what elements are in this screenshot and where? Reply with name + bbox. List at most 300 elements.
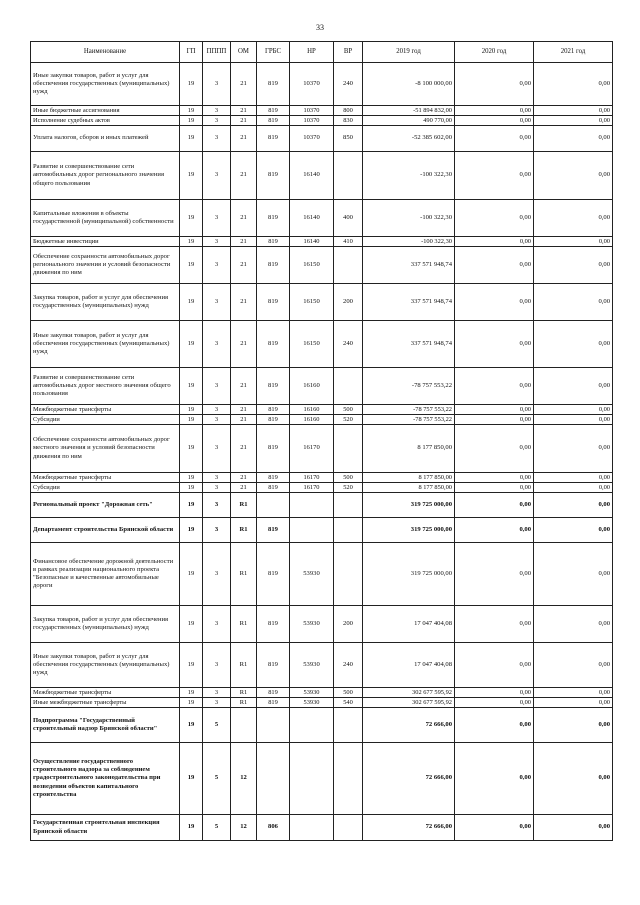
amount-2021: 0,00 (534, 688, 613, 698)
table-row (31, 643, 613, 688)
vr-code: 500 (334, 688, 363, 698)
row-name: Иные бюджетные ассигнования (31, 106, 180, 116)
nr-code: 10370 (290, 126, 334, 152)
om-code: 21 (231, 405, 257, 415)
amount-2020: 0,00 (455, 63, 534, 106)
row-name: Исполнение судебных актов (31, 116, 180, 126)
row-name: Департамент строительства Брянской области (31, 518, 180, 543)
amount-2019: -52 385 602,00 (363, 126, 455, 152)
amount-2019: 319 725 000,00 (363, 543, 455, 606)
om-code: 21 (231, 415, 257, 425)
table-row (31, 493, 613, 518)
table-row (31, 152, 613, 200)
table-row (31, 247, 613, 284)
table-row (31, 743, 613, 815)
amount-2021: 0,00 (534, 815, 613, 841)
vr-code: 850 (334, 126, 363, 152)
grbs-code: 819 (257, 368, 290, 405)
pp-code: 5 (203, 743, 231, 815)
vr-code (334, 493, 363, 518)
amount-2021: 0,00 (534, 415, 613, 425)
grbs-code: 819 (257, 473, 290, 483)
pp-code: 3 (203, 247, 231, 284)
grbs-code: 819 (257, 643, 290, 688)
amount-2020: 0,00 (455, 708, 534, 743)
pp-code: 3 (203, 543, 231, 606)
row-name: Осуществление государственного строительного надзора за соблюдением градостроительного законодательства при возведении объектов капитального строительства (31, 743, 180, 815)
nr-code: 16170 (290, 473, 334, 483)
page-number: 33 (316, 23, 324, 32)
pp-code: 3 (203, 368, 231, 405)
om-code: 21 (231, 284, 257, 321)
amount-2021: 0,00 (534, 425, 613, 473)
om-code: R1 (231, 688, 257, 698)
vr-code (334, 543, 363, 606)
amount-2019: -78 757 553,22 (363, 405, 455, 415)
om-code: 21 (231, 106, 257, 116)
nr-code: 53930 (290, 698, 334, 708)
table-row (31, 543, 613, 606)
amount-2019: 17 047 404,08 (363, 643, 455, 688)
amount-2021: 0,00 (534, 698, 613, 708)
amount-2021: 0,00 (534, 708, 613, 743)
om-code: 21 (231, 247, 257, 284)
row-name: Развитие и совершенствование сети автомобильных дорог регионального значения общего пользования (31, 152, 180, 200)
gp-code: 19 (180, 493, 203, 518)
nr-code (290, 493, 334, 518)
amount-2019: 302 677 595,92 (363, 698, 455, 708)
nr-code: 16140 (290, 200, 334, 237)
gp-code: 19 (180, 643, 203, 688)
om-code: 21 (231, 126, 257, 152)
gp-code: 19 (180, 483, 203, 493)
grbs-code: 819 (257, 606, 290, 643)
nr-code (290, 518, 334, 543)
row-name: Развитие и совершенствование сети автомобильных дорог местного значения общего пользования (31, 368, 180, 405)
amount-2019: -100 322,30 (363, 237, 455, 247)
gp-code: 19 (180, 405, 203, 415)
amount-2020: 0,00 (455, 284, 534, 321)
amount-2019: 319 725 000,00 (363, 493, 455, 518)
row-name: Межбюджетные трансферты (31, 688, 180, 698)
column-header: ВР (334, 42, 363, 63)
nr-code: 10370 (290, 63, 334, 106)
amount-2021: 0,00 (534, 483, 613, 493)
pp-code: 3 (203, 483, 231, 493)
gp-code: 19 (180, 708, 203, 743)
grbs-code: 819 (257, 483, 290, 493)
vr-code: 200 (334, 284, 363, 321)
grbs-code: 819 (257, 116, 290, 126)
om-code: R1 (231, 493, 257, 518)
amount-2020: 0,00 (455, 200, 534, 237)
amount-2021: 0,00 (534, 116, 613, 126)
amount-2021: 0,00 (534, 543, 613, 606)
nr-code (290, 815, 334, 841)
gp-code: 19 (180, 116, 203, 126)
amount-2021: 0,00 (534, 743, 613, 815)
amount-2019: -8 100 000,00 (363, 63, 455, 106)
grbs-code: 819 (257, 63, 290, 106)
nr-code: 53930 (290, 688, 334, 698)
om-code: 21 (231, 425, 257, 473)
amount-2021: 0,00 (534, 284, 613, 321)
vr-code: 240 (334, 63, 363, 106)
amount-2020: 0,00 (455, 483, 534, 493)
nr-code: 16140 (290, 237, 334, 247)
pp-code: 3 (203, 106, 231, 116)
row-name: Региональный проект "Дорожная сеть" (31, 493, 180, 518)
grbs-code: 819 (257, 106, 290, 116)
column-header: ОМ (231, 42, 257, 63)
vr-code: 520 (334, 483, 363, 493)
vr-code: 240 (334, 321, 363, 368)
nr-code: 16170 (290, 483, 334, 493)
amount-2019: -51 894 832,00 (363, 106, 455, 116)
amount-2019: 8 177 850,00 (363, 425, 455, 473)
grbs-code (257, 708, 290, 743)
om-code: R1 (231, 643, 257, 688)
om-code: 21 (231, 473, 257, 483)
amount-2019: 17 047 404,08 (363, 606, 455, 643)
row-name: Государственная строительная инспекция Брянской области (31, 815, 180, 841)
gp-code: 19 (180, 415, 203, 425)
amount-2020: 0,00 (455, 116, 534, 126)
grbs-code: 819 (257, 321, 290, 368)
nr-code: 10370 (290, 106, 334, 116)
row-name: Межбюджетные трансферты (31, 473, 180, 483)
table-row (31, 708, 613, 743)
table-row (31, 368, 613, 405)
amount-2020: 0,00 (455, 152, 534, 200)
budget-table (30, 41, 613, 841)
nr-code: 53930 (290, 643, 334, 688)
table-row (31, 698, 613, 708)
table-row (31, 815, 613, 841)
column-header: 2019 год (363, 42, 455, 63)
column-header: 2021 год (534, 42, 613, 63)
amount-2020: 0,00 (455, 425, 534, 473)
nr-code: 16160 (290, 368, 334, 405)
pp-code: 3 (203, 116, 231, 126)
vr-code (334, 152, 363, 200)
vr-code (334, 368, 363, 405)
grbs-code: 819 (257, 688, 290, 698)
row-name: Бюджетные инвестиции (31, 237, 180, 247)
amount-2019: 337 571 948,74 (363, 247, 455, 284)
om-code: R1 (231, 543, 257, 606)
amount-2021: 0,00 (534, 200, 613, 237)
table-row (31, 116, 613, 126)
pp-code: 3 (203, 518, 231, 543)
pp-code: 3 (203, 200, 231, 237)
table-header-row (31, 42, 613, 63)
row-name: Капитальные вложения в объекты государственной (муниципальной) собственности (31, 200, 180, 237)
table-row (31, 473, 613, 483)
amount-2019: 337 571 948,74 (363, 321, 455, 368)
vr-code (334, 425, 363, 473)
gp-code: 19 (180, 743, 203, 815)
table-row (31, 284, 613, 321)
amount-2020: 0,00 (455, 405, 534, 415)
amount-2019: 8 177 850,00 (363, 483, 455, 493)
amount-2020: 0,00 (455, 493, 534, 518)
row-name: Закупка товаров, работ и услуг для обеспечения государственных (муниципальных) нужд (31, 606, 180, 643)
nr-code (290, 743, 334, 815)
amount-2021: 0,00 (534, 247, 613, 284)
table-body (31, 63, 613, 841)
om-code: 21 (231, 152, 257, 200)
om-code: 21 (231, 200, 257, 237)
amount-2021: 0,00 (534, 368, 613, 405)
amount-2021: 0,00 (534, 106, 613, 116)
amount-2019: -100 322,30 (363, 152, 455, 200)
table-row (31, 106, 613, 116)
amount-2019: -78 757 553,22 (363, 368, 455, 405)
column-header: 2020 год (455, 42, 534, 63)
amount-2020: 0,00 (455, 698, 534, 708)
grbs-code: 819 (257, 126, 290, 152)
row-name: Иные закупки товаров, работ и услуг для обеспечения государственных (муниципальных) нужд (31, 643, 180, 688)
nr-code: 16170 (290, 425, 334, 473)
om-code: R1 (231, 698, 257, 708)
amount-2019: 72 666,00 (363, 708, 455, 743)
row-name: Иные закупки товаров, работ и услуг для обеспечения государственных (муниципальных) нужд (31, 63, 180, 106)
grbs-code: 819 (257, 415, 290, 425)
pp-code: 3 (203, 321, 231, 368)
om-code: 21 (231, 63, 257, 106)
pp-code: 3 (203, 643, 231, 688)
column-header: ГП (180, 42, 203, 63)
amount-2020: 0,00 (455, 743, 534, 815)
pp-code: 3 (203, 126, 231, 152)
amount-2020: 0,00 (455, 543, 534, 606)
om-code (231, 708, 257, 743)
amount-2020: 0,00 (455, 606, 534, 643)
table-row (31, 63, 613, 106)
amount-2020: 0,00 (455, 321, 534, 368)
amount-2020: 0,00 (455, 415, 534, 425)
gp-code: 19 (180, 473, 203, 483)
amount-2021: 0,00 (534, 126, 613, 152)
gp-code: 19 (180, 247, 203, 284)
vr-code: 240 (334, 643, 363, 688)
grbs-code: 819 (257, 518, 290, 543)
pp-code: 3 (203, 63, 231, 106)
grbs-code: 819 (257, 543, 290, 606)
column-header: ПППП (203, 42, 231, 63)
row-name: Иные межбюджетные трансферты (31, 698, 180, 708)
amount-2021: 0,00 (534, 643, 613, 688)
gp-code: 19 (180, 152, 203, 200)
pp-code: 3 (203, 493, 231, 518)
amount-2021: 0,00 (534, 152, 613, 200)
vr-code: 200 (334, 606, 363, 643)
table-row (31, 415, 613, 425)
gp-code: 19 (180, 321, 203, 368)
pp-code: 3 (203, 473, 231, 483)
vr-code: 520 (334, 415, 363, 425)
amount-2021: 0,00 (534, 493, 613, 518)
grbs-code: 819 (257, 237, 290, 247)
nr-code: 16160 (290, 405, 334, 415)
pp-code: 3 (203, 698, 231, 708)
amount-2020: 0,00 (455, 126, 534, 152)
amount-2020: 0,00 (455, 518, 534, 543)
nr-code: 16150 (290, 284, 334, 321)
nr-code: 16140 (290, 152, 334, 200)
grbs-code: 819 (257, 152, 290, 200)
vr-code: 500 (334, 405, 363, 415)
amount-2020: 0,00 (455, 247, 534, 284)
gp-code: 19 (180, 200, 203, 237)
amount-2019: 302 677 595,92 (363, 688, 455, 698)
pp-code: 3 (203, 405, 231, 415)
row-name: Субсидии (31, 483, 180, 493)
grbs-code: 819 (257, 284, 290, 321)
column-header: НР (290, 42, 334, 63)
pp-code: 5 (203, 708, 231, 743)
gp-code: 19 (180, 126, 203, 152)
gp-code: 19 (180, 368, 203, 405)
gp-code: 19 (180, 284, 203, 321)
pp-code: 3 (203, 415, 231, 425)
pp-code: 3 (203, 606, 231, 643)
row-name: Субсидии (31, 415, 180, 425)
gp-code: 19 (180, 688, 203, 698)
amount-2021: 0,00 (534, 518, 613, 543)
pp-code: 3 (203, 284, 231, 321)
nr-code: 16160 (290, 415, 334, 425)
grbs-code: 819 (257, 405, 290, 415)
gp-code: 19 (180, 698, 203, 708)
table-row (31, 200, 613, 237)
vr-code (334, 708, 363, 743)
grbs-code: 819 (257, 200, 290, 237)
column-header: ГРБС (257, 42, 290, 63)
om-code: 12 (231, 815, 257, 841)
om-code: 21 (231, 368, 257, 405)
amount-2019: 72 666,00 (363, 743, 455, 815)
om-code: R1 (231, 518, 257, 543)
vr-code: 830 (334, 116, 363, 126)
amount-2021: 0,00 (534, 237, 613, 247)
gp-code: 19 (180, 815, 203, 841)
table-row (31, 606, 613, 643)
nr-code: 10370 (290, 116, 334, 126)
vr-code (334, 815, 363, 841)
row-name: Обеспечение сохранности автомобильных дорог регионального значения и условий безопасности движения по ним (31, 247, 180, 284)
amount-2020: 0,00 (455, 643, 534, 688)
pp-code: 3 (203, 237, 231, 247)
grbs-code: 806 (257, 815, 290, 841)
amount-2019: 72 666,00 (363, 815, 455, 841)
amount-2019: 8 177 850,00 (363, 473, 455, 483)
amount-2019: 319 725 000,00 (363, 518, 455, 543)
amount-2019: -100 322,30 (363, 200, 455, 237)
gp-code: 19 (180, 543, 203, 606)
om-code: 12 (231, 743, 257, 815)
nr-code: 16150 (290, 247, 334, 284)
pp-code: 3 (203, 425, 231, 473)
amount-2021: 0,00 (534, 473, 613, 483)
table-row (31, 483, 613, 493)
gp-code: 19 (180, 106, 203, 116)
vr-code (334, 247, 363, 284)
vr-code (334, 743, 363, 815)
amount-2020: 0,00 (455, 688, 534, 698)
amount-2019: 490 770,00 (363, 116, 455, 126)
gp-code: 19 (180, 518, 203, 543)
gp-code: 19 (180, 606, 203, 643)
grbs-code: 819 (257, 698, 290, 708)
table-row (31, 425, 613, 473)
table-row (31, 126, 613, 152)
amount-2020: 0,00 (455, 368, 534, 405)
amount-2020: 0,00 (455, 237, 534, 247)
vr-code: 540 (334, 698, 363, 708)
row-name: Закупка товаров, работ и услуг для обеспечения государственных (муниципальных) нужд (31, 284, 180, 321)
table-row (31, 237, 613, 247)
pp-code: 5 (203, 815, 231, 841)
table-row (31, 688, 613, 698)
column-header: Наименование (31, 42, 180, 63)
amount-2021: 0,00 (534, 321, 613, 368)
amount-2020: 0,00 (455, 106, 534, 116)
gp-code: 19 (180, 425, 203, 473)
om-code: 21 (231, 483, 257, 493)
table-row (31, 405, 613, 415)
amount-2019: -78 757 553,22 (363, 415, 455, 425)
vr-code: 500 (334, 473, 363, 483)
gp-code: 19 (180, 237, 203, 247)
amount-2019: 337 571 948,74 (363, 284, 455, 321)
grbs-code: 819 (257, 425, 290, 473)
pp-code: 3 (203, 688, 231, 698)
om-code: 21 (231, 116, 257, 126)
amount-2021: 0,00 (534, 405, 613, 415)
grbs-code (257, 743, 290, 815)
om-code: 21 (231, 237, 257, 247)
amount-2020: 0,00 (455, 815, 534, 841)
nr-code (290, 708, 334, 743)
table-row (31, 321, 613, 368)
amount-2021: 0,00 (534, 606, 613, 643)
row-name: Обеспечение сохранности автомобильных дорог местного значения и условий безопасности движения по ним (31, 425, 180, 473)
vr-code: 410 (334, 237, 363, 247)
pp-code: 3 (203, 152, 231, 200)
om-code: 21 (231, 321, 257, 368)
amount-2020: 0,00 (455, 473, 534, 483)
nr-code: 53930 (290, 543, 334, 606)
table-row (31, 518, 613, 543)
grbs-code: 819 (257, 247, 290, 284)
om-code: R1 (231, 606, 257, 643)
nr-code: 53930 (290, 606, 334, 643)
vr-code: 400 (334, 200, 363, 237)
vr-code: 800 (334, 106, 363, 116)
row-name: Финансовое обеспечение дорожной деятельности в рамках реализации национального проекта "Безопасные и качественные автомобильные дороги (31, 543, 180, 606)
row-name: Подпрограмма "Государственный строительный надзор Брянской области" (31, 708, 180, 743)
nr-code: 16150 (290, 321, 334, 368)
grbs-code (257, 493, 290, 518)
row-name: Уплата налогов, сборов и иных платежей (31, 126, 180, 152)
gp-code: 19 (180, 63, 203, 106)
vr-code (334, 518, 363, 543)
row-name: Иные закупки товаров, работ и услуг для обеспечения государственных (муниципальных) нужд (31, 321, 180, 368)
amount-2021: 0,00 (534, 63, 613, 106)
row-name: Межбюджетные трансферты (31, 405, 180, 415)
